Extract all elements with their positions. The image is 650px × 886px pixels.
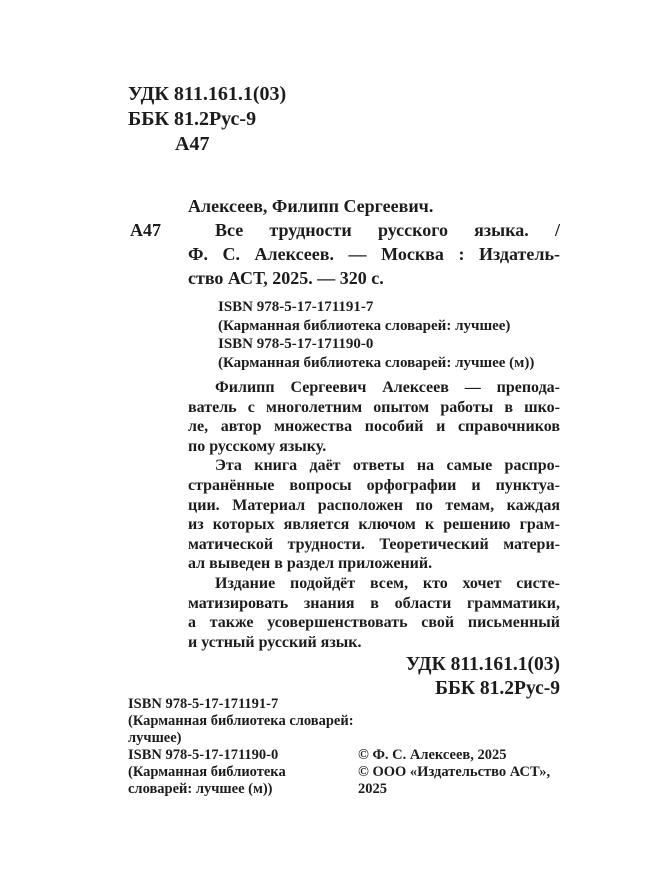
text-line: Эта книга даёт ответы на самые распро- <box>215 457 560 475</box>
bottom-classification-block <box>188 653 560 700</box>
author-sign-top: А47 <box>175 133 210 155</box>
isbn-block <box>218 298 560 372</box>
text-line: а также усовершенствовать свой письменный <box>188 614 560 632</box>
series-line: словарей: лучшее (м)) <box>128 781 273 797</box>
udk-code-top: УДК 811.161.1(03) <box>128 83 287 105</box>
footer-isbn-block <box>128 696 378 798</box>
annotation <box>188 378 560 652</box>
bbk-code-top: ББК 81.2Рус-9 <box>128 108 257 130</box>
text-line: ватель с многолетним опытом работы в шко- <box>188 398 560 416</box>
series-line: (Карманная библиотека <box>128 764 286 780</box>
text-line: ле, автор множества пособий и справочников <box>188 418 560 436</box>
annotation-paragraph <box>188 378 560 456</box>
bib-entry-line: ство АСТ, 2025. — 320 с. <box>188 268 384 288</box>
text-line: странённые вопросы орфографии и пунктуа- <box>188 476 560 494</box>
bib-entry-line: Ф. С. Алексеев. — Москва : Издатель- <box>188 244 560 264</box>
udk-code-bottom: УДК 811.161.1(03) <box>405 654 560 676</box>
text-line: ал выведен в раздел приложений. <box>188 555 433 573</box>
text-line: Филипп Сергеевич Алексеев — препода- <box>215 379 560 396</box>
copyright-line: © ООО «Издательство АСТ», <box>358 764 551 780</box>
isbn-line: ISBN 978-5-17-171190-0 <box>218 336 374 352</box>
text-line: ции. Материал расположен по темам, каждая <box>188 496 560 514</box>
series-line: (Карманная библиотека словарей: лучшее) <box>218 317 511 334</box>
bib-entry-line: Все трудности русского языка. / <box>215 220 560 240</box>
text-line: матической трудности. Теоретический матери- <box>188 535 560 553</box>
text-line: Издание подойдёт всем, кто хочет систе- <box>215 574 560 592</box>
isbn-line: ISBN 978-5-17-171190-0 <box>128 747 279 763</box>
annotation-paragraph <box>188 456 560 574</box>
copyright-line: © Ф. С. Алексеев, 2025 <box>358 747 507 763</box>
text-line: и устный русский язык. <box>188 633 362 651</box>
annotation-paragraph <box>188 574 560 652</box>
isbn-line: ISBN 978-5-17-171191-7 <box>128 696 279 712</box>
author-sign-entry: А47 <box>130 220 161 240</box>
text-line: по русскому языку. <box>188 437 327 455</box>
isbn-line: ISBN 978-5-17-171191-7 <box>218 299 374 315</box>
series-line: лучшее) <box>128 730 182 746</box>
author-heading: Алексеев, Филипп Сергеевич. <box>188 196 434 216</box>
copyright-line: 2025 <box>358 781 387 797</box>
series-line: (Карманная библиотека словарей: <box>128 713 354 729</box>
footer-copyright-block <box>358 747 568 798</box>
catalog-card <box>130 194 560 700</box>
text-line: матизировать знания в области грамматики, <box>188 594 560 612</box>
text-line: из которых является ключом к решению грам- <box>188 516 560 534</box>
series-line: (Карманная библиотека словарей: лучшее (м)) <box>218 354 535 371</box>
bbk-code-bottom: ББК 81.2Рус-9 <box>435 677 560 699</box>
top-classification-block <box>128 82 286 157</box>
